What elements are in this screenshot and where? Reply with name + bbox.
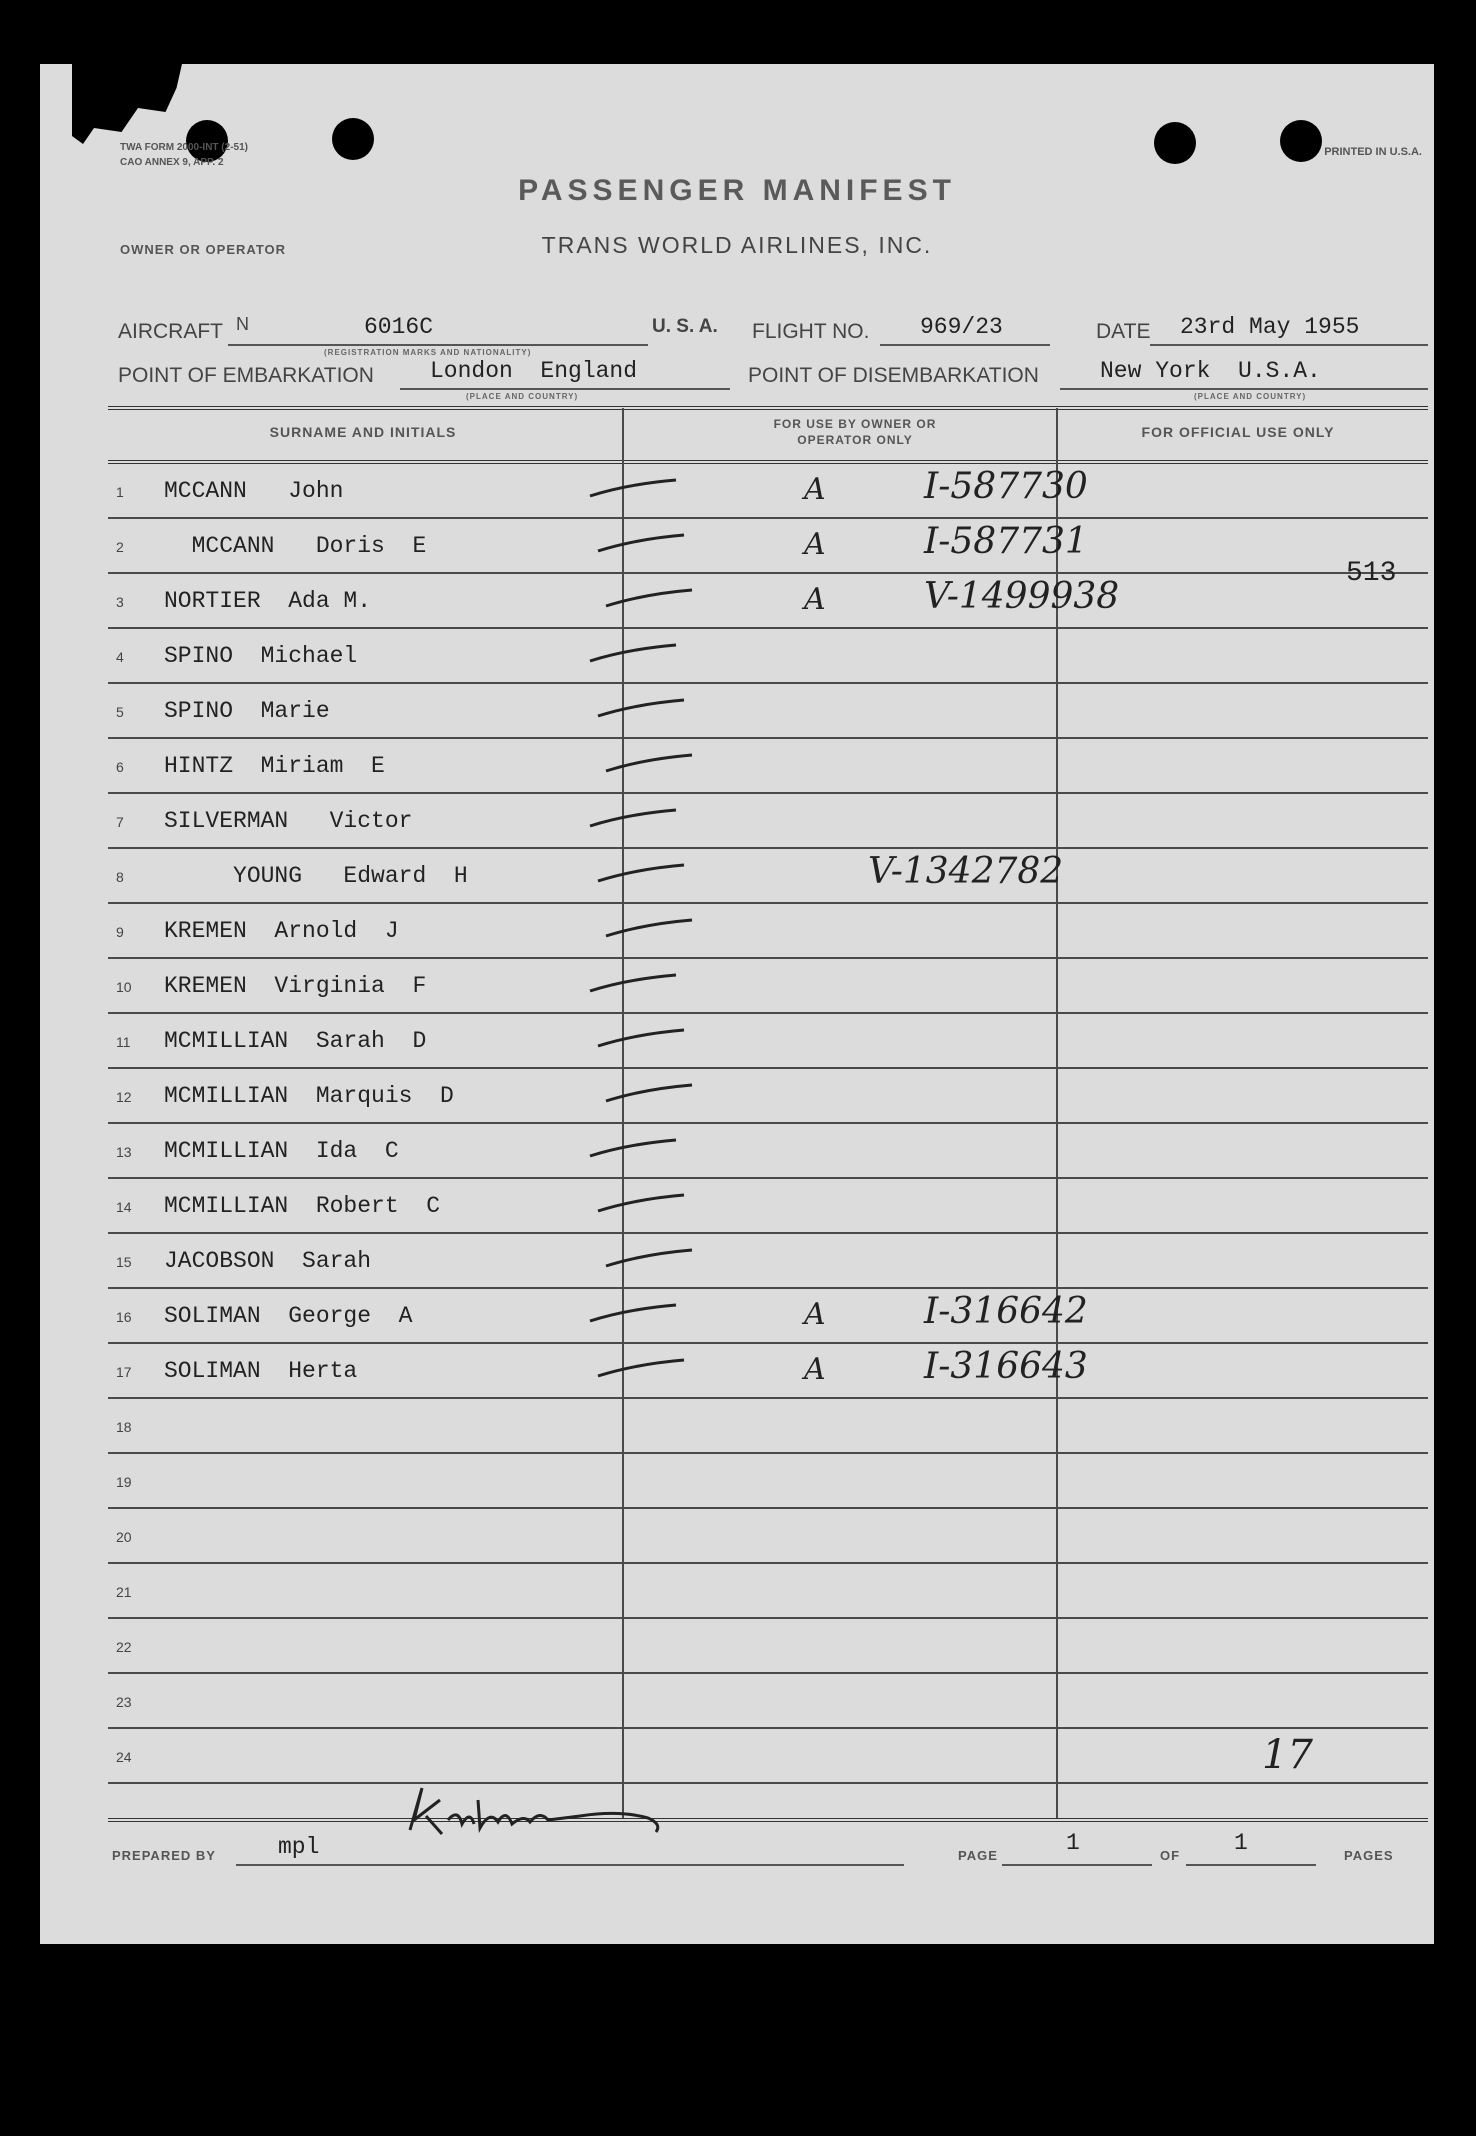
prepared-by-label: PREPARED BY [112, 1848, 216, 1863]
table-row [108, 1177, 1428, 1232]
embark-label: POINT OF EMBARKATION [118, 364, 374, 387]
table-row [108, 1727, 1428, 1782]
signature [400, 1780, 700, 1850]
check-tick [588, 808, 678, 828]
torn-corner [72, 64, 182, 144]
prepared-underline [236, 1864, 904, 1866]
passenger-name: SILVERMAN Victor [164, 808, 413, 834]
form-title: PASSENGER MANIFEST [518, 174, 956, 207]
table-row [108, 1397, 1428, 1452]
table-row [108, 1672, 1428, 1727]
printed-in: PRINTED IN U.S.A. [1324, 146, 1422, 158]
passenger-name: YOUNG Edward H [164, 863, 468, 889]
table-row [108, 792, 1428, 847]
embark-value: London England [430, 358, 638, 384]
prepared-by-value: mpl [278, 1834, 320, 1860]
check-tick [588, 1303, 678, 1323]
passenger-name: MCCANN John [164, 478, 344, 504]
disembark-caption: (PLACE AND COUNTRY) [1194, 392, 1307, 401]
check-tick [604, 1248, 694, 1268]
nationality: U. S. A. [652, 316, 718, 337]
passenger-name: SOLIMAN Herta [164, 1358, 358, 1384]
table-bottom-rule [108, 1818, 1428, 1822]
owner-operator-label: OWNER OR OPERATOR [120, 242, 287, 257]
table-row [108, 1562, 1428, 1617]
aircraft-label: AIRCRAFT [118, 320, 223, 343]
row-number: 8 [116, 869, 124, 885]
row-number: 24 [116, 1749, 132, 1765]
page-value: 1 [1066, 1830, 1080, 1856]
row-number: 4 [116, 649, 124, 665]
row-number: 13 [116, 1144, 132, 1160]
check-tick [588, 478, 678, 498]
col-owner-header: FOR USE BY OWNER OR OPERATOR ONLY [773, 417, 937, 447]
visa-number: I-316643 [924, 1346, 1088, 1387]
row-number: 1 [116, 484, 124, 500]
passenger-name: SOLIMAN George A [164, 1303, 413, 1329]
table-row [108, 572, 1428, 627]
punch-hole-3 [1154, 122, 1196, 164]
cao-annex: CAO ANNEX 9, APP. 2 [120, 157, 224, 168]
pages-label: PAGES [1344, 1848, 1394, 1863]
check-tick [604, 1083, 694, 1103]
owner-mark: A [804, 472, 826, 507]
row-number: 10 [116, 979, 132, 995]
table-row [108, 1452, 1428, 1507]
aircraft-value: 6016C [364, 314, 434, 340]
form-number: TWA FORM 2000-INT (2-51) [120, 142, 248, 153]
flight-underline [880, 344, 1050, 346]
table-row [108, 902, 1428, 957]
row-number: 14 [116, 1199, 132, 1215]
table-row [108, 1342, 1428, 1397]
of-label: OF [1160, 1848, 1181, 1863]
visa-number: V-1499938 [924, 576, 1120, 617]
visa-number: V-1342782 [868, 851, 1064, 892]
passenger-name: HINTZ Miriam E [164, 753, 385, 779]
check-tick [588, 973, 678, 993]
check-tick [596, 533, 686, 553]
col-official-header: FOR OFFICIAL USE ONLY [1141, 424, 1335, 440]
table-row [108, 957, 1428, 1012]
row-number: 7 [116, 814, 124, 830]
date-underline [1150, 344, 1428, 346]
check-tick [604, 753, 694, 773]
check-tick [596, 1358, 686, 1378]
row-number: 5 [116, 704, 124, 720]
row-number: 17 [116, 1364, 132, 1380]
row-number: 16 [116, 1309, 132, 1325]
row-rule [108, 1782, 1428, 1784]
passenger-name: MCMILLIAN Ida C [164, 1138, 399, 1164]
check-tick [596, 863, 686, 883]
of-underline [1186, 1864, 1316, 1866]
table-row [108, 1232, 1428, 1287]
table-row [108, 517, 1428, 572]
table-row [108, 627, 1428, 682]
owner-mark: A [804, 1297, 826, 1332]
table-row [108, 737, 1428, 792]
date-value: 23rd May 1955 [1180, 314, 1360, 340]
registration-caption: (REGISTRATION MARKS AND NATIONALITY) [324, 348, 532, 357]
flight-value: 969/23 [920, 314, 1003, 340]
punch-hole-4 [1280, 120, 1322, 162]
passenger-name: KREMEN Virginia F [164, 973, 427, 999]
airline-name: TRANS WORLD AIRLINES, INC. [541, 232, 933, 258]
owner-mark: A [804, 527, 826, 562]
row-number: 11 [116, 1034, 131, 1050]
of-value: 1 [1234, 1830, 1248, 1856]
row-number: 18 [116, 1419, 132, 1435]
official-note: 513 [1346, 558, 1397, 589]
embark-underline [400, 388, 730, 390]
row-number: 15 [116, 1254, 132, 1270]
passenger-name: KREMEN Arnold J [164, 918, 399, 944]
row-number: 19 [116, 1474, 132, 1490]
passenger-name: JACOBSON Sarah [164, 1248, 372, 1274]
passenger-name: MCCANN Doris E [164, 533, 427, 559]
row-number: 9 [116, 924, 124, 940]
table-row [108, 1067, 1428, 1122]
row-number: 12 [116, 1089, 132, 1105]
check-tick [596, 698, 686, 718]
passenger-name: MCMILLIAN Robert C [164, 1193, 441, 1219]
row-number: 23 [116, 1694, 132, 1710]
row-number: 21 [116, 1584, 132, 1600]
total-count: 17 [1262, 1732, 1313, 1778]
passenger-name: MCMILLIAN Sarah D [164, 1028, 427, 1054]
row-number: 3 [116, 594, 124, 610]
disembark-value: New York U.S.A. [1100, 358, 1321, 384]
check-tick [596, 1193, 686, 1213]
flight-label: FLIGHT NO. [752, 320, 870, 343]
punch-hole-2 [332, 118, 374, 160]
row-number: 22 [116, 1639, 132, 1655]
manifest-sheet [40, 64, 1434, 1944]
passenger-name: SPINO Marie [164, 698, 330, 724]
form-number-block [120, 140, 248, 170]
table-row [108, 1287, 1428, 1342]
row-number: 2 [116, 539, 124, 555]
row-number: 6 [116, 759, 124, 775]
visa-number: I-587730 [924, 466, 1088, 507]
check-tick [604, 588, 694, 608]
page-label: PAGE [958, 1848, 998, 1863]
col-surname-header: SURNAME AND INITIALS [269, 424, 457, 440]
table-row [108, 847, 1428, 902]
check-tick [588, 1138, 678, 1158]
passenger-name: MCMILLIAN Marquis D [164, 1083, 454, 1109]
visa-number: I-316642 [924, 1291, 1088, 1332]
row-number: 20 [116, 1529, 132, 1545]
passenger-name: NORTIER Ada M. [164, 588, 372, 614]
embark-caption: (PLACE AND COUNTRY) [466, 392, 579, 401]
aircraft-underline [228, 344, 648, 346]
check-tick [588, 643, 678, 663]
aircraft-prefix: N [236, 314, 249, 334]
disembark-label: POINT OF DISEMBARKATION [748, 364, 1039, 387]
disembark-underline [1060, 388, 1428, 390]
passenger-name: SPINO Michael [164, 643, 358, 669]
table-top-rule [108, 406, 1428, 410]
date-label: DATE [1096, 320, 1151, 343]
table-row [108, 1122, 1428, 1177]
check-tick [596, 1028, 686, 1048]
check-tick [604, 918, 694, 938]
page-underline [1002, 1864, 1152, 1866]
table-row [108, 1507, 1428, 1562]
table-row [108, 462, 1428, 517]
visa-number: I-587731 [924, 521, 1088, 562]
owner-mark: A [804, 582, 826, 617]
table-row [108, 682, 1428, 737]
table-row [108, 1617, 1428, 1672]
table-row [108, 1012, 1428, 1067]
owner-mark: A [804, 1352, 826, 1387]
